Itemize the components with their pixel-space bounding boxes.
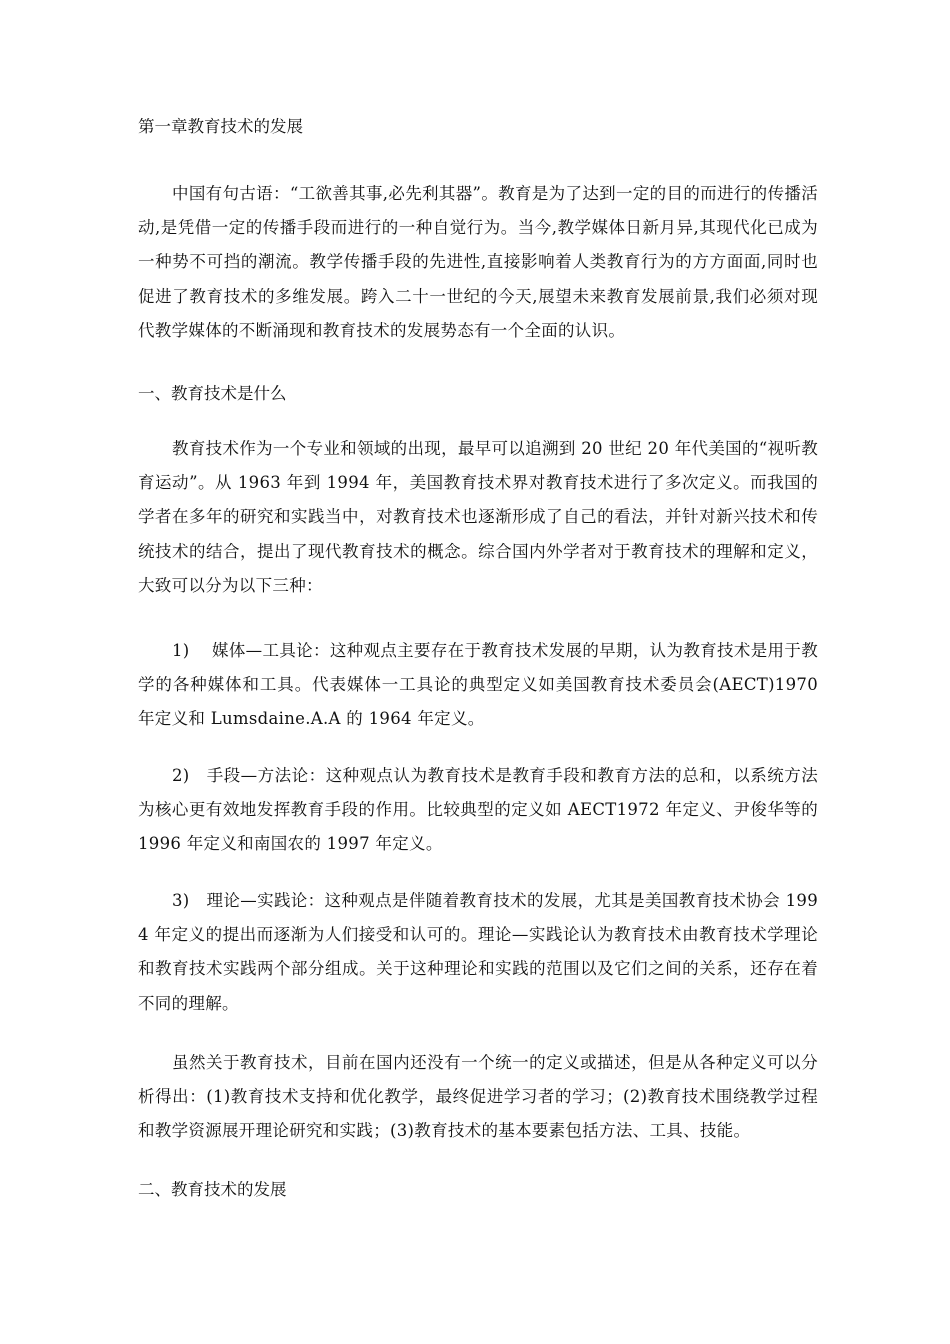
definition-item-2: 2) 手段—方法论：这种观点认为教育技术是教育手段和教育方法的总和，以系统方法为核心更有效地发挥教育手段的作用。比较典型的定义如 AECT1972 年定义、尹俊华等的 1996 年定义和南国农的 1997 年定义。 — [138, 766, 818, 854]
section-1-paragraph: 教育技术作为一个专业和领域的出现，最早可以追溯到 20 世纪 20 年代美国的“视听教育运动”。从 1963 年到 1994 年，美国教育技术界对教育技术进行了多次定义。而我国的学者在多年的研究和实践当中，对教育技术也逐渐形成了自己的看法，并针对新兴技术和传统技术的结合，提出了现代教育技术的概念。综合国内外学者对于教育技术的理解和定义，大致可以分为以下三种： — [138, 439, 818, 595]
section-2-title: 二、教育技术的发展 — [138, 1180, 287, 1199]
section-1-title: 一、教育技术是什么 — [138, 384, 287, 403]
intro-paragraph: 中国有句古语：“工欲善其事,必先利其器”。教育是为了达到一定的目的而进行的传播活动,是凭借一定的传播手段而进行的一种自觉行为。当今,教学媒体日新月异,其现代化已成为一种势不可挡的潮流。教学传播手段的先进性,直接影响着人类教育行为的方方面面,同时也促进了教育技术的多维发展。跨入二十一世纪的今天,展望未来教育发展前景,我们必须对现代教学媒体的不断涌现和教育技术的发展势态有一个全面的认识。 — [138, 184, 818, 340]
summary-paragraph: 虽然关于教育技术，目前在国内还没有一个统一的定义或描述，但是从各种定义可以分析得出：(1)教育技术支持和优化教学，最终促进学习者的学习；(2)教育技术围绕教学过程和教学资源展开理论研究和实践；(3)教育技术的基本要素包括方法、工具、技能。 — [138, 1053, 818, 1141]
definition-item-3: 3) 理论—实践论：这种观点是伴随着教育技术的发展，尤其是美国教育技术协会 1994 年定义的提出而逐渐为人们接受和认可的。理论—实践论认为教育技术由教育技术学理论和教育技术实践两个部分组成。关于这种理论和实践的范围以及它们之间的关系，还存在着不同的理解。 — [138, 891, 818, 1013]
chapter-title: 第一章教育技术的发展 — [138, 117, 303, 136]
definition-item-1: 1) 媒体—工具论：这种观点主要存在于教育技术发展的早期，认为教育技术是用于教学的各种媒体和工具。代表媒体一工具论的典型定义如美国教育技术委员会(AECT)1970 年定义和 Lumsdaine.A.A 的 1964 年定义。 — [138, 641, 818, 729]
